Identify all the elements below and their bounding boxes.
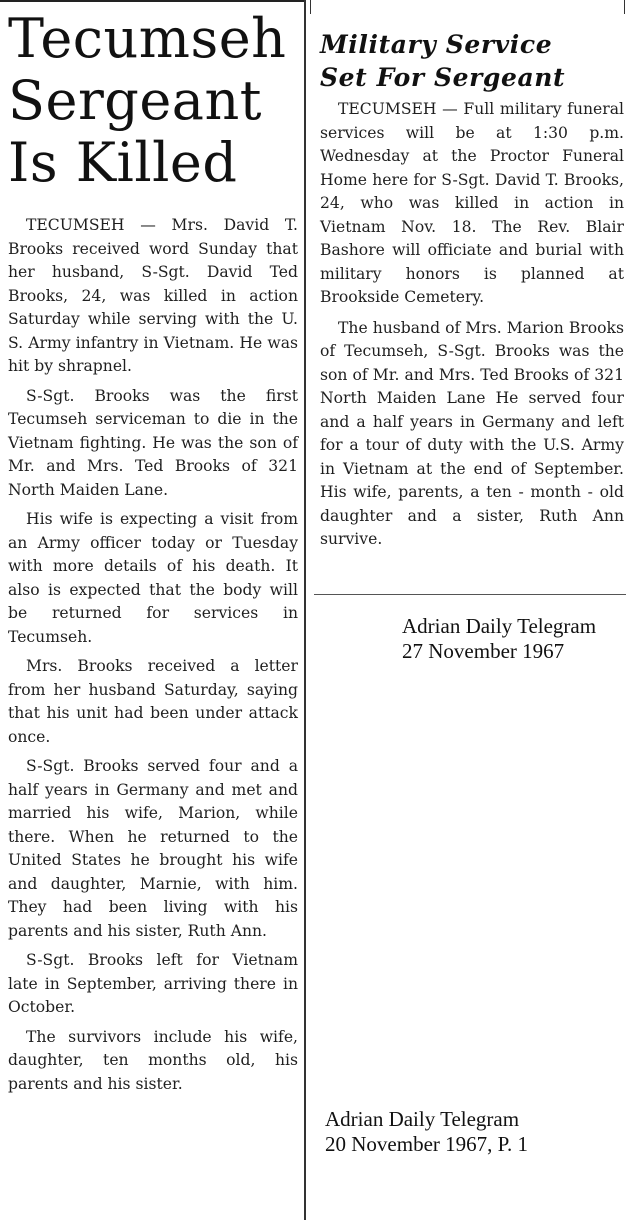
caption-publication: Adrian Daily Telegram — [402, 614, 597, 638]
caption-date: 27 November 1967 — [402, 639, 565, 663]
left-paragraph-4: Mrs. Brooks received a letter from her husband Saturday, saying that his unit had been under attack once. — [8, 657, 298, 746]
caption-date: 20 November 1967, P. 1 — [325, 1132, 528, 1156]
right-headline — [320, 28, 624, 94]
right-headline-line-2: Set For Sergeant — [320, 63, 566, 92]
caption-publication: Adrian Daily Telegram — [325, 1107, 520, 1131]
right-paragraph-1: TECUMSEH — Full military funeral services will be at 1:30 p.m. Wednesday at the Proctor Funeral Home here for S-Sgt. David T. Brooks, 24, who was killed in action in Vietnam Nov. 18. The Rev. Blair Bashore will officiate and burial with military honors is planned at Brookside Cemetery. — [320, 100, 624, 306]
left-headline-line-1: Tecumseh — [8, 7, 287, 70]
left-article-body — [8, 214, 298, 1096]
column-divider — [304, 0, 306, 1220]
left-paragraph-7: The survivors include his wife, daughter, ten months old, his parents and his sister. — [8, 1027, 298, 1093]
left-paragraph-1: TECUMSEH — Mrs. David T. Brooks received word Sunday that her husband, S-Sgt. David Ted Brooks, 24, was killed in action Saturday while serving with the U. S. Army infantry in Vietnam. He was hit by shrapnel. — [8, 216, 298, 375]
left-headline — [8, 8, 298, 194]
left-paragraph-3: His wife is expecting a visit from an Army officer today or Tuesday with more details of his death. It also is expected that the body will be returned for services in Tecumseh. — [8, 510, 298, 646]
right-clipping-edge-left — [310, 0, 311, 14]
right-paragraph-2: The husband of Mrs. Marion Brooks of Tecumseh, S-Sgt. Brooks was the son of Mr. and Mrs. Ted Brooks of 321 North Maiden Lane He served four and a half years in Germany and left for a tour of duty with the U.S. Army in Vietnam at the end of September. His wife, parents, a ten - month - old daughter and a sister, Ruth Ann survive. — [320, 318, 624, 548]
right-article — [320, 28, 624, 559]
right-clipping-bottom-rule — [314, 594, 626, 595]
left-paragraph-2: S-Sgt. Brooks was the first Tecumseh serviceman to die in the Vietnam fighting. He was the son of Mr. and Mrs. Ted Brooks of 321 North Maiden Lane. — [8, 386, 298, 499]
top-rule — [0, 0, 306, 2]
right-headline-line-1: Military Service — [320, 30, 553, 59]
left-headline-line-2: Sergeant — [8, 69, 262, 132]
left-paragraph-5: S-Sgt. Brooks served four and a half years in Germany and met and married his wife, Marion, while there. When he returned to the United States he brought his wife and daughter, Marnie, with him. They had been living with his parents and his sister, Ruth Ann. — [8, 757, 298, 940]
right-clipping-edge-right — [624, 0, 625, 14]
right-article-source-caption — [402, 614, 596, 664]
left-article-source-caption — [325, 1107, 528, 1157]
left-paragraph-6: S-Sgt. Brooks left for Vietnam late in September, arriving there in October. — [8, 951, 298, 1016]
right-article-body — [320, 98, 624, 552]
left-article — [8, 8, 298, 1102]
left-headline-line-3: Is Killed — [8, 131, 238, 194]
